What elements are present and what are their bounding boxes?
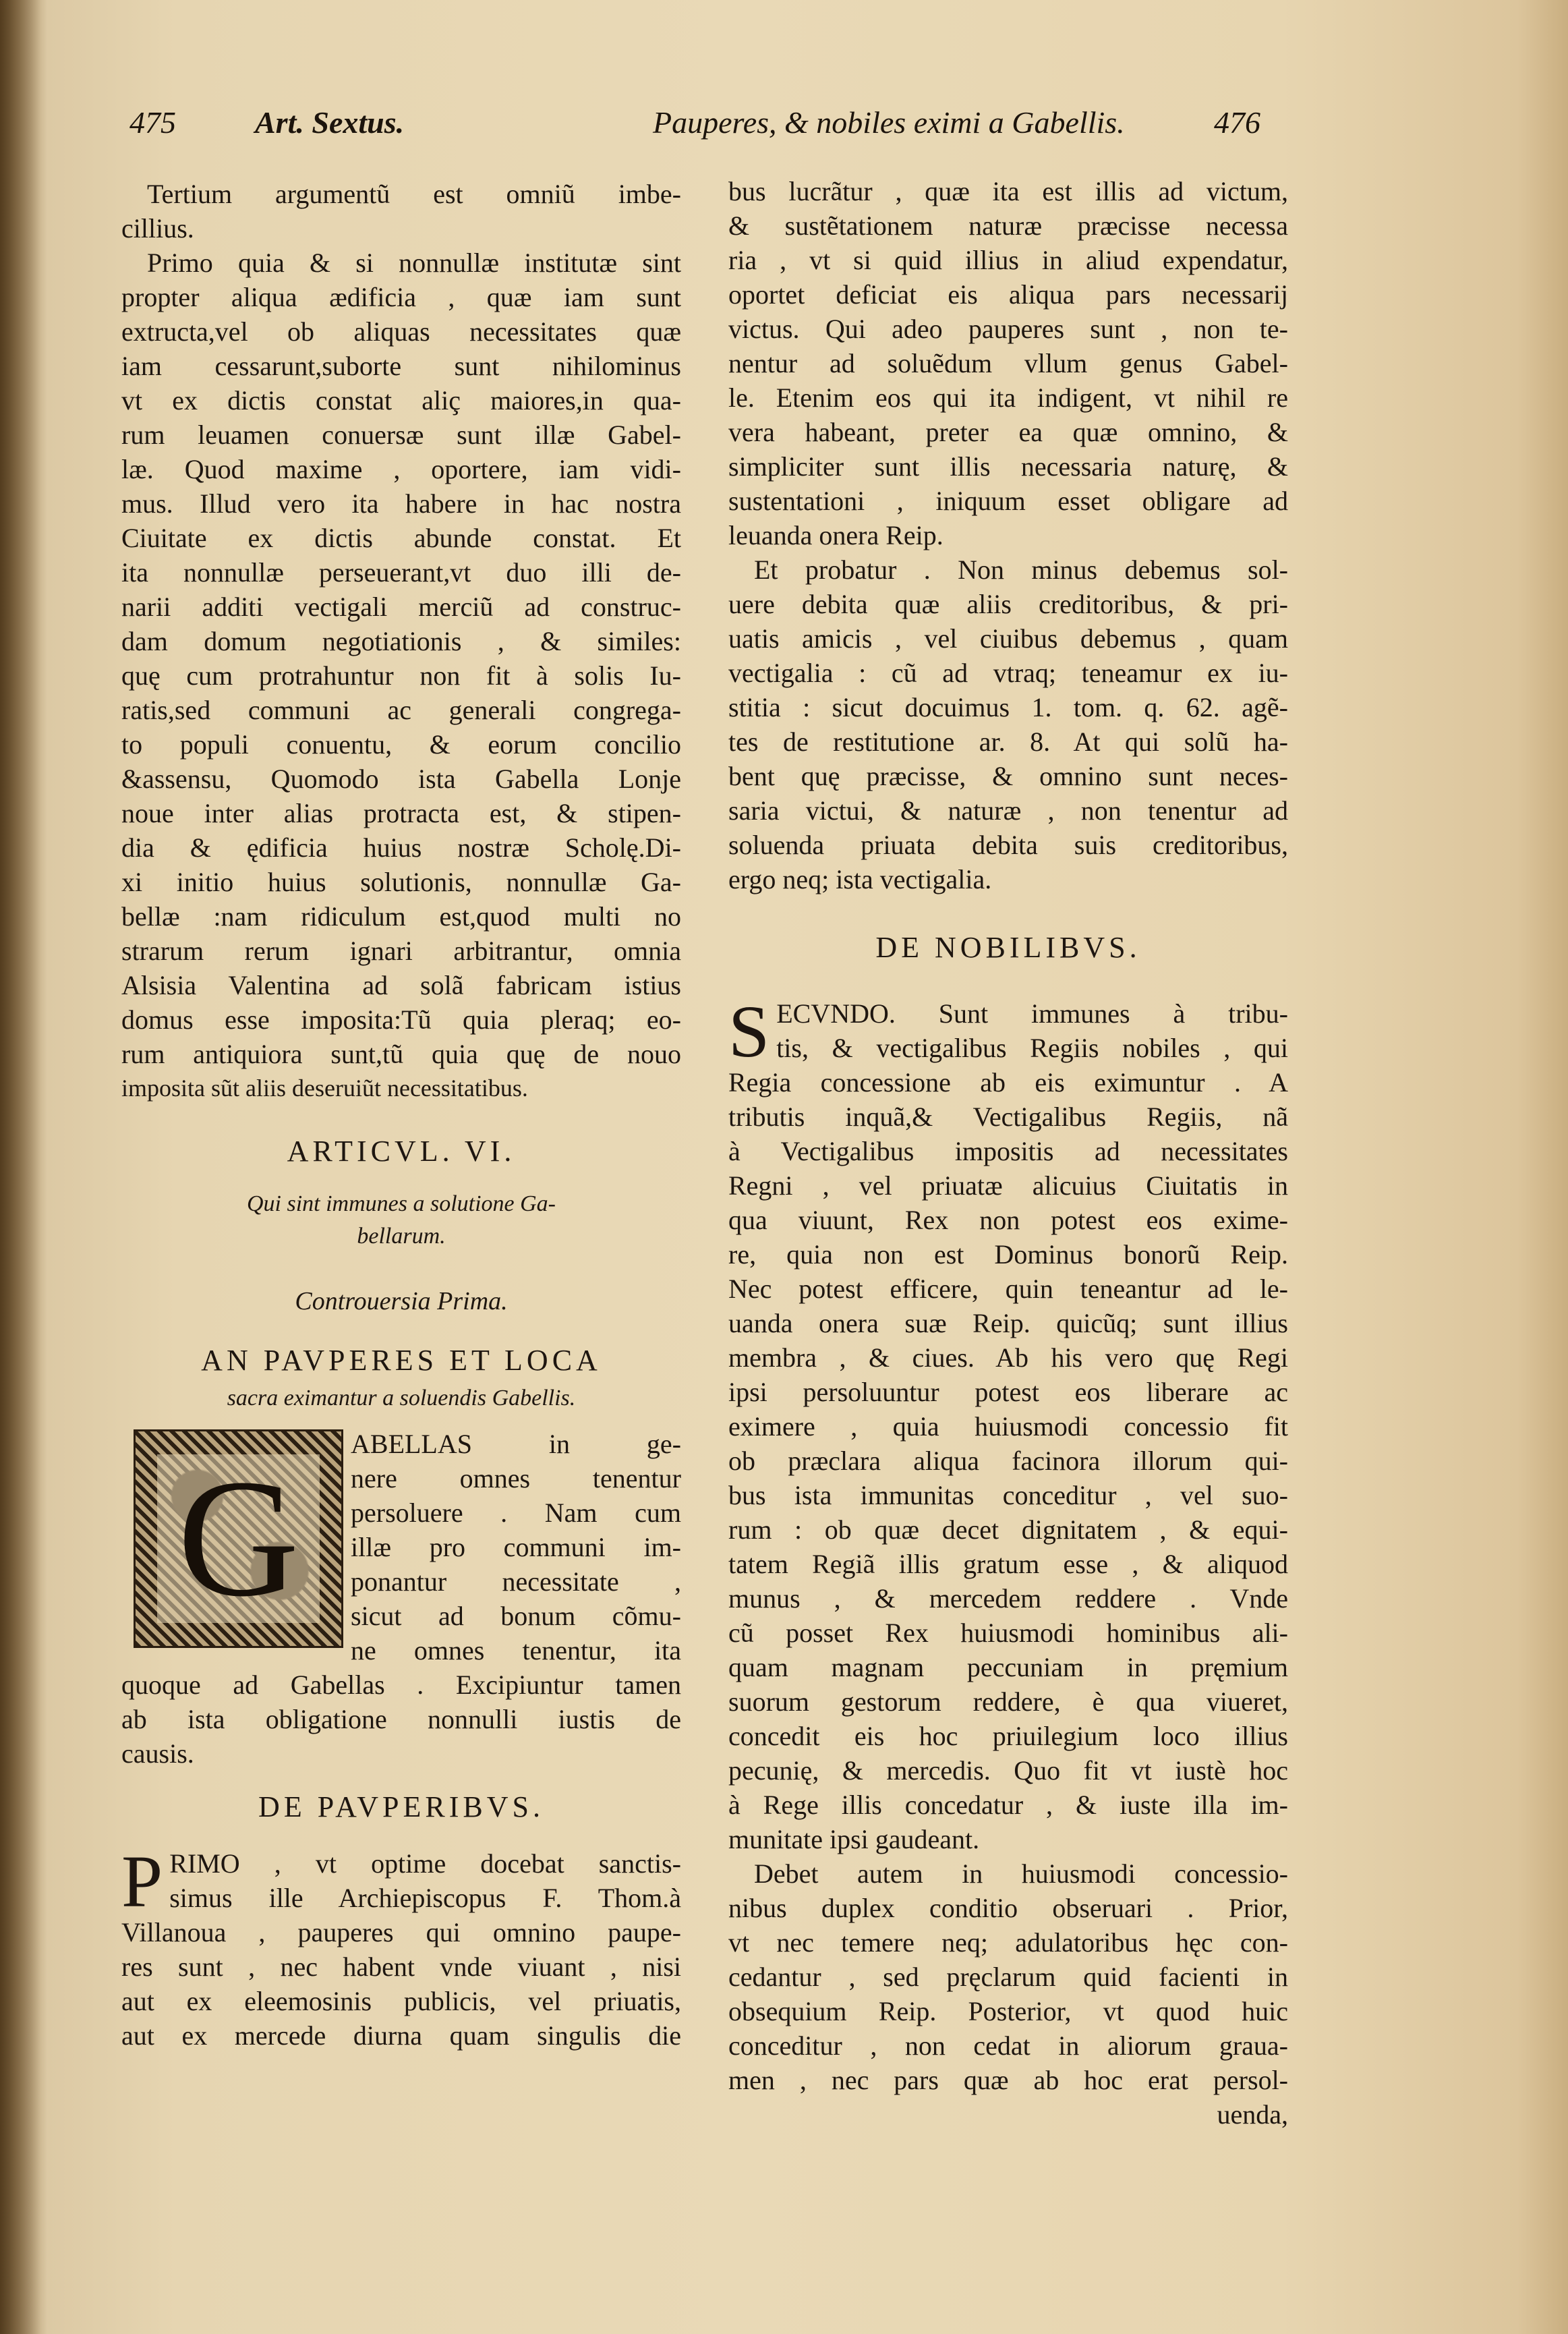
text-line: aut ex mercede diurna quam singulis die	[121, 2020, 681, 2051]
running-head-right: Pauperes, & nobiles eximi a Gabellis.	[653, 105, 1125, 140]
secundo-paragraph	[728, 990, 1288, 1856]
text-line: pecunię, & mercedis. Quo fit vt iustè hoc	[728, 1755, 1288, 1786]
text-line: Debet autem in huiusmodi concessio-	[754, 1858, 1288, 1889]
text-line: victus. Qui adeo pauperes sunt , non te-	[728, 314, 1288, 344]
text-line: quę cum protrahuntur non fit à solis Iu-	[121, 660, 681, 691]
text-line: cedantur , sed pręclarum quid facienti in	[728, 1962, 1288, 1992]
text-line: ratis,sed communi ac generali congrega-	[121, 695, 681, 725]
text-line: membra , & ciues. Ab his vero quę Regi	[728, 1342, 1288, 1373]
primo-paragraph	[121, 1840, 681, 2053]
text-line: quoque ad Gabellas . Excipiuntur tamen	[121, 1670, 681, 1700]
text-line: tes de restitutione ar. 8. At qui solũ ha-	[728, 727, 1288, 757]
text-line: ne omnes tenentur, ita	[351, 1635, 681, 1666]
ornamental-initial: G	[134, 1429, 343, 1648]
text-line: stitia : sicut docuimus 1. tom. q. 62. agẽ-	[728, 692, 1288, 722]
text-line: le. Etenim eos qui ita indigent, vt nihil re	[728, 382, 1288, 413]
text-line: tributis inquã,& Vectigalibus Regiis, nã	[728, 1102, 1288, 1132]
right-paragraph-2	[728, 552, 1288, 896]
text-line: ponantur necessitate ,	[351, 1566, 681, 1597]
text-line: cillius.	[121, 213, 194, 244]
text-line: rum leuamen conuersæ sunt illæ Gabel-	[121, 420, 681, 450]
text-line: vt ex dictis constat aliç maiores,in qua-	[121, 385, 681, 416]
text-line: quam magnam peccuniam in pręmium	[728, 1652, 1288, 1682]
page-number-right: 476	[1214, 105, 1260, 140]
text-line: cũ posset Rex huiusmodi hominibus ali-	[728, 1618, 1288, 1648]
text-line: bellæ :nam ridiculum est,quod multi no	[121, 901, 681, 932]
text-line: bent quę præcisse, & omnino sunt neces-	[728, 761, 1288, 791]
text-line: vt nec temere neq; adulatoribus hęc con-	[728, 1927, 1288, 1958]
text-line: ergo neq; ista vectigalia.	[728, 864, 992, 894]
question-subtitle: sacra eximantur a soluendis Gabellis.	[227, 1386, 576, 1411]
text-line: imposita sũt aliis deseruiũt necessitatibus.	[121, 1075, 528, 1102]
text-line: strarum rerum ignari arbitrantur, omnia	[121, 936, 681, 966]
text-line: Regni , vel priuatæ alicuius Ciuitatis in	[728, 1170, 1288, 1201]
page-number-left: 475	[129, 105, 176, 140]
text-line: vera habeant, preter ea quæ omnino, &	[728, 417, 1288, 447]
text-line: simus ille Archiepiscopus F. Thom.à	[169, 1883, 681, 1913]
text-line: sustentationi , iniquum esset obligare ad	[728, 486, 1288, 516]
text-line: ria , vt si quid illius in aliud expendatur,	[728, 245, 1288, 275]
text-line: leuanda onera Reip.	[728, 520, 943, 550]
text-line: oportet deficiat eis aliqua pars necessarij	[728, 279, 1288, 310]
nobilibus-heading: DE NOBILIBVS.	[875, 931, 1141, 964]
drop-cap-paragraph	[121, 1427, 681, 1771]
text-line: uanda onera suæ Reip. quicũq; sunt illius	[728, 1308, 1288, 1338]
text-line: nere omnes tenentur	[351, 1463, 681, 1493]
left-paragraph-2	[121, 246, 681, 1106]
text-line: men , nec pars quæ ab hoc erat persol-	[728, 2065, 1288, 2095]
text-line: munitate ipsi gaudeant.	[728, 1824, 980, 1854]
text-line: tatem Regiã illis gratum esse , & aliquod	[728, 1549, 1288, 1579]
pauperibus-heading: DE PAVPERIBVS.	[258, 1790, 544, 1823]
text-line: suorum gestorum reddere, è qua viueret,	[728, 1686, 1288, 1717]
text-line: Primo quia & si nonnullæ institutæ sint	[147, 248, 681, 278]
text-line: à Rege illis concedatur , & iuste illa im-	[728, 1790, 1288, 1820]
text-line: uere debita quæ aliis creditoribus, & pri-	[728, 589, 1288, 619]
text-line: dam domum negotiationis , & similes:	[121, 626, 681, 656]
text-line: obsequium Reip. Posterior, vt quod huic	[728, 1996, 1288, 2026]
text-line: saria victui, & naturæ , non tenentur ad	[728, 795, 1288, 826]
text-line: nibus duplex conditio obseruari . Prior,	[728, 1893, 1288, 1923]
left-paragraph-1	[121, 177, 681, 246]
text-line: eximere , quia huiusmodi concessio fit	[728, 1411, 1288, 1442]
text-line: nentur ad soluẽdum vllum genus Gabel-	[728, 348, 1288, 378]
text-line: qua viuunt, Rex non potest eos exime-	[728, 1205, 1288, 1235]
initial-letter: S	[728, 990, 770, 1073]
text-line: læ. Quod maxime , oportere, iam vidi-	[121, 454, 681, 484]
text-line: ob præclara aliqua facinora illorum qui-	[728, 1446, 1288, 1476]
text-line: munus , & mercedem reddere . Vnde	[728, 1583, 1288, 1614]
text-line: res sunt , nec habent vnde viuant , nisi	[121, 1952, 681, 1982]
text-line: ECVNDO. Sunt immunes à tribu-	[776, 998, 1288, 1029]
text-line: noue inter alias protracta est, & stipen-	[121, 798, 681, 828]
text-line: Et probatur . Non minus debemus sol-	[754, 554, 1288, 585]
text-line: extructa,vel ob aliquas necessitates quæ	[121, 316, 681, 347]
text-line: ita nonnullæ perseuerant,vt duo illi de-	[121, 557, 681, 588]
text-line: conceditur , non cedat in aliorum graua-	[728, 2030, 1288, 2061]
text-line: Regia concessione ab eis eximuntur . A	[728, 1067, 1288, 1098]
text-line: concedit eis hoc priuilegium loco illius	[728, 1721, 1288, 1751]
right-paragraph-1	[728, 174, 1288, 552]
text-line: simpliciter sunt illis necessaria naturę, &	[728, 451, 1288, 482]
text-line: rum antiquiora sunt,tũ quia quę de nouo	[121, 1039, 681, 1069]
text-line: rum : ob quæ decet dignitatem , & equi-	[728, 1514, 1288, 1545]
text-line: vectigalia : cũ ad vtraq; teneamur ex iu-	[728, 658, 1288, 688]
text-line: re, quia non est Dominus bonorũ Reip.	[728, 1239, 1288, 1270]
article-subtitle-2: bellarum.	[357, 1224, 446, 1249]
text-line: Villanoua , pauperes qui omnino paupe-	[121, 1917, 681, 1947]
article-heading: ARTICVL. VI.	[287, 1135, 516, 1168]
text-line: Ciuitate ex dictis abunde constat. Et	[121, 523, 681, 553]
text-line: domus esse imposita:Tũ quia pleraq; eo-	[121, 1004, 681, 1035]
catchword: uenda,	[1217, 2099, 1288, 2130]
text-line: persoluere . Nam cum	[351, 1498, 681, 1528]
running-head-left: Art. Sextus.	[255, 105, 405, 140]
right-paragraph-last	[728, 1856, 1288, 2132]
text-line: aut ex eleemosinis publicis, vel priuatis,	[121, 1986, 681, 2016]
text-line: illæ pro communi im-	[351, 1532, 681, 1562]
text-line: ABELLAS in ge-	[351, 1429, 681, 1459]
text-line: xi initio huius solutionis, nonnullæ Ga-	[121, 867, 681, 897]
text-line: causis.	[121, 1738, 194, 1769]
text-line: to populi conuentu, & eorum concilio	[121, 729, 681, 760]
controversia-heading: Controuersia Prima.	[295, 1287, 508, 1315]
text-line: uatis amicis , vel ciuibus debemus , quam	[728, 623, 1288, 654]
text-line: ipsi persoluuntur potest eos liberare ac	[728, 1377, 1288, 1407]
text-line: Nec potest efficere, quin teneantur ad le-	[728, 1274, 1288, 1304]
text-line: bus ista immunitas conceditur , vel suo-	[728, 1480, 1288, 1510]
text-line: ab ista obligatione nonnulli iustis de	[121, 1704, 681, 1734]
initial-letter: P	[121, 1840, 163, 1923]
text-line: sicut ad bonum cõmu-	[351, 1601, 681, 1631]
question-heading: AN PAVPERES ET LOCA	[201, 1344, 602, 1377]
text-line: à Vectigalibus impositis ad necessitates	[728, 1136, 1288, 1166]
text-line: RIMO , vt optime docebat sanctis-	[169, 1848, 681, 1879]
text-line: Tertium argumentũ est omniũ imbe-	[147, 179, 681, 209]
text-line: mus. Illud vero ita habere in hac nostra	[121, 488, 681, 519]
article-subtitle-1: Qui sint immunes a solutione Ga-	[246, 1191, 556, 1216]
text-line: Alsisia Valentina ad solã fabricam istius	[121, 970, 681, 1000]
text-line: narii additi vectigali merciũ ad construc-	[121, 592, 681, 622]
right-column	[728, 174, 1288, 2132]
text-line: propter aliqua ædificia , quæ iam sunt	[121, 282, 681, 312]
text-line: &assensu, Quomodo ista Gabella Lonje	[121, 764, 681, 794]
text-line: & sustẽtationem naturæ præcisse necessa	[728, 210, 1288, 241]
text-line: bus lucrãtur , quæ ita est illis ad victum,	[728, 176, 1288, 206]
text-line: iam cessarunt,suborte sunt nihilominus	[121, 351, 681, 381]
left-column	[121, 177, 681, 2053]
text-line: dia & ędificia huius nostræ Scholę.Di-	[121, 832, 681, 863]
text-line: tis, & vectigalibus Regiis nobiles , qui	[776, 1033, 1288, 1063]
text-line: soluenda priuata debita suis creditoribus,	[728, 830, 1288, 860]
